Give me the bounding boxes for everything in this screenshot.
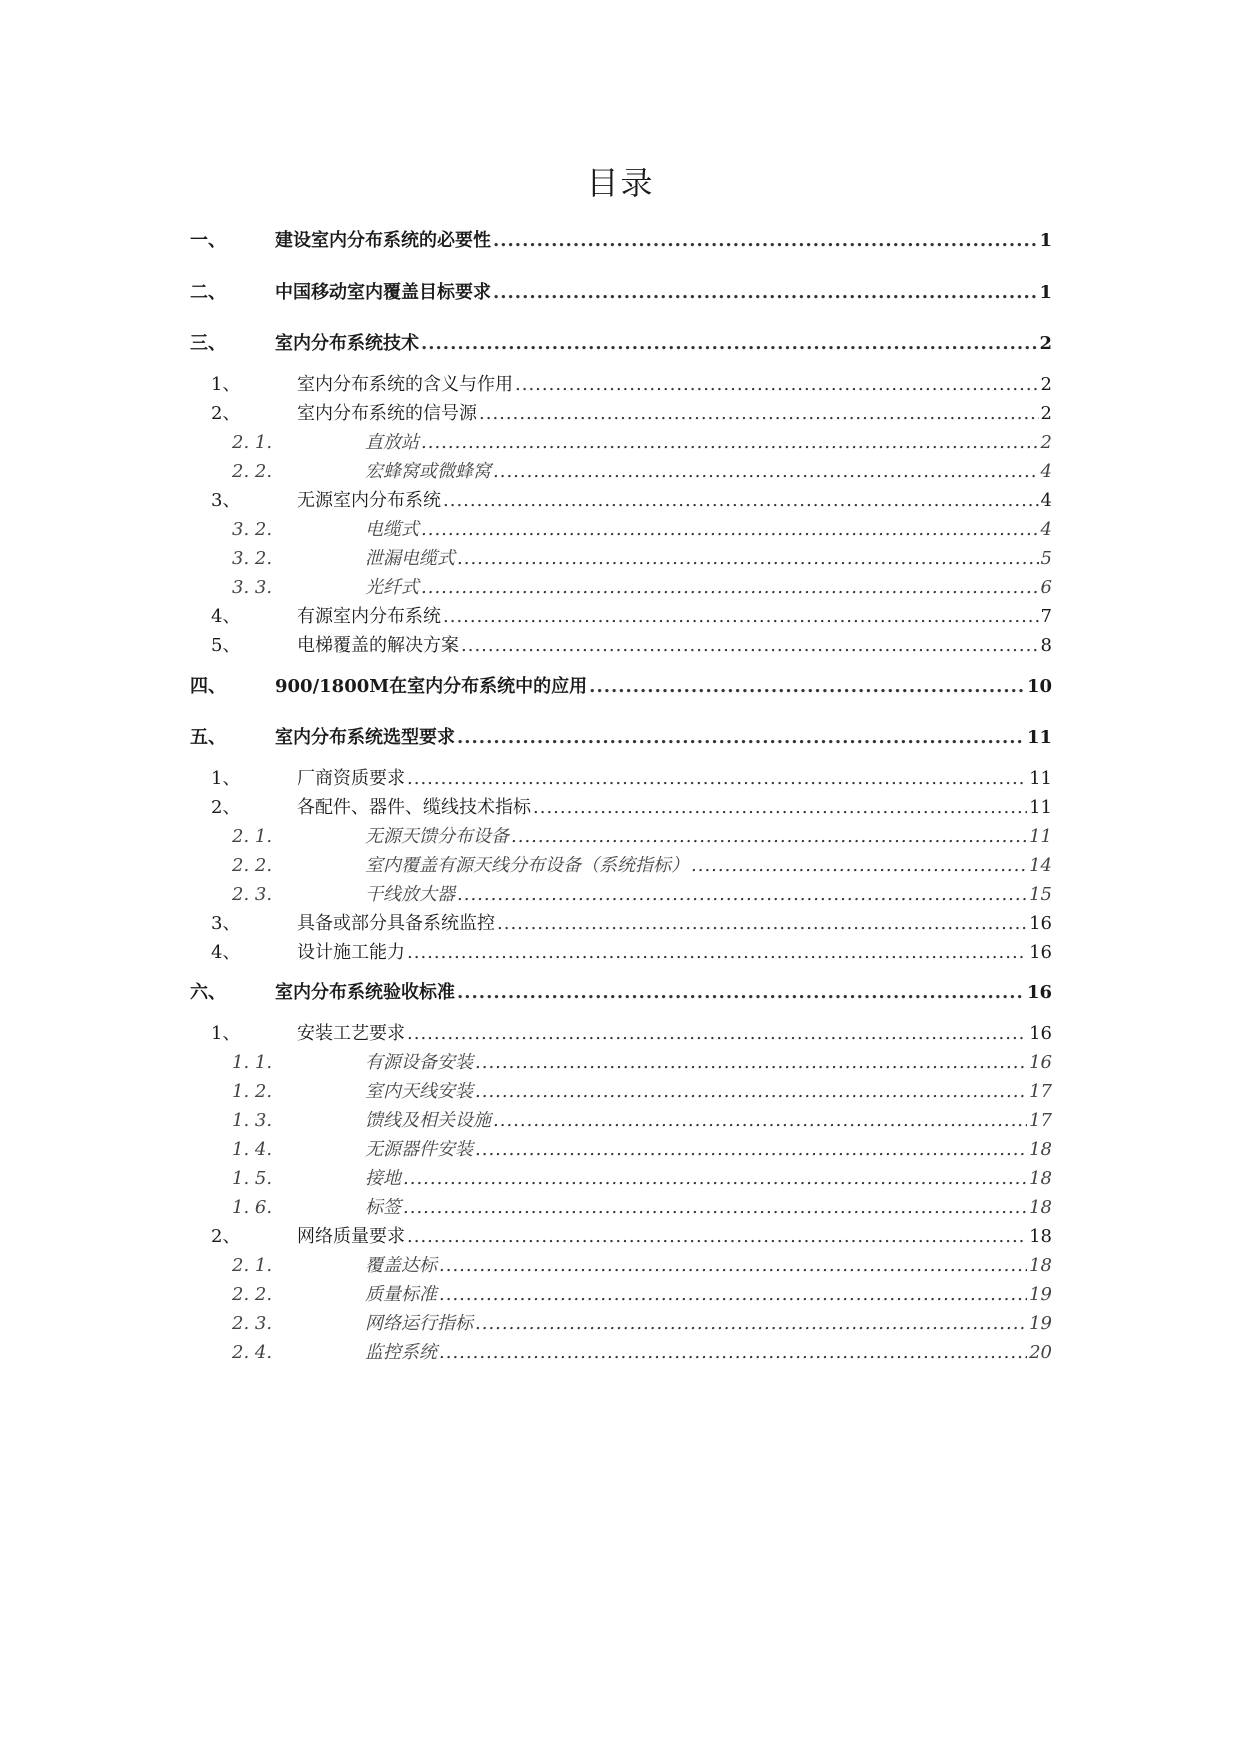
toc-entry[interactable] [0,851,1241,881]
toc-entry-title: 光纤式 [365,577,419,598]
toc-entry-link[interactable] [297,631,1052,661]
toc-entry-page-number: 5 [1040,548,1052,569]
toc-entry-page-number: 2 [1040,432,1052,453]
toc-entry-page-number: 19 [1029,1284,1052,1305]
toc-entry-link[interactable] [297,370,1052,400]
toc-entry-number: 2、 [211,1226,241,1247]
toc-entry[interactable] [0,822,1241,852]
page-title: 目录 [586,164,655,202]
toc-entry-title: 馈线及相关设施 [365,1110,491,1131]
toc-entry-title: 干线放大器 [365,884,455,905]
toc-entry-title: 厂商资质要求 [297,768,405,789]
dot-leader [407,938,1027,968]
dot-leader [421,329,1037,359]
toc-entry-number: 1. 3. [232,1110,273,1131]
toc-entry-page-number: 18 [1029,1168,1052,1189]
toc-entry-title: 室内分布系统的信号源 [297,403,477,424]
dot-leader [533,793,1027,823]
toc-entry-page-number: 14 [1029,855,1052,876]
toc-entry[interactable] [0,1338,1241,1368]
toc-entry-page-number: 2 [1040,374,1052,395]
toc-entry-title: 宏蜂窝或微蜂窝 [365,461,491,482]
toc-entry[interactable] [0,672,1241,702]
toc-entry-link[interactable] [275,278,1052,308]
toc-entry-number: 2. 1. [232,1255,273,1276]
toc-entry[interactable] [0,764,1241,794]
toc-entry-title: 网络质量要求 [297,1226,405,1247]
toc-entry-page-number: 11 [1029,797,1052,818]
toc-entry-number: 2. 3. [232,884,273,905]
toc-entry[interactable] [0,457,1241,487]
toc-entry-page-number: 8 [1040,635,1052,656]
toc-entry-link[interactable] [365,1135,1052,1165]
toc-entry-number: 1. 4. [232,1139,273,1160]
toc-entry-link[interactable] [297,793,1052,823]
dot-leader [443,486,1039,516]
toc-entry-link[interactable] [297,399,1052,429]
toc-entry-link[interactable] [297,1019,1052,1049]
dot-leader [493,1106,1027,1136]
toc-entry-number: 2. 1. [232,826,273,847]
toc-entry[interactable] [0,399,1241,429]
toc-entry[interactable] [0,1280,1241,1310]
dot-leader [511,822,1027,852]
toc-entry-page-number: 7 [1040,606,1052,627]
toc-entry-page-number: 18 [1029,1255,1052,1276]
toc-entry-number: 五、 [190,727,226,748]
toc-entry[interactable] [0,573,1241,603]
toc-entry-page-number: 16 [1029,913,1052,934]
toc-entry[interactable] [0,880,1241,910]
toc-entry-page-number: 11 [1029,768,1052,789]
toc-entry-title: 网络运行指标 [365,1313,473,1334]
toc-entry-title: 无源室内分布系统 [297,490,441,511]
toc-entry[interactable] [0,544,1241,574]
toc-entry-link[interactable] [365,851,1052,881]
toc-entry[interactable] [0,226,1241,256]
toc-entry-title: 室内覆盖有源天线分布设备（系统指标） [365,855,689,876]
toc-entry-link[interactable] [297,938,1052,968]
toc-entry[interactable] [0,278,1241,308]
toc-entry-number: 六、 [190,982,226,1003]
toc-entry[interactable] [0,602,1241,632]
toc-entry-number: 二、 [190,282,226,303]
toc-entry-number: 1. 2. [232,1081,273,1102]
toc-entry-link[interactable] [365,1193,1052,1223]
toc-entry-page-number: 2 [1040,403,1052,424]
toc-entry-link[interactable] [365,515,1052,545]
toc-entry[interactable] [0,909,1241,939]
toc-entry-link[interactable] [365,1106,1052,1136]
toc-entry-number: 一、 [190,230,226,251]
toc-entry-number: 1、 [211,374,241,395]
toc-entry[interactable] [0,1222,1241,1252]
toc-entry-link[interactable] [365,1280,1052,1310]
toc-entry-link[interactable] [275,226,1052,256]
toc-entry-title: 接地 [365,1168,401,1189]
toc-entry-title: 建设室内分布系统的必要性 [275,230,491,251]
dot-leader [457,723,1025,753]
toc-entry-number: 三、 [190,333,226,354]
toc-entry[interactable] [0,428,1241,458]
toc-entry-page-number: 4 [1040,490,1052,511]
toc-entry-number: 1. 1. [232,1052,273,1073]
toc-entry-link[interactable] [365,457,1052,487]
toc-entry-page-number: 18 [1029,1139,1052,1160]
toc-entry-link[interactable] [365,1077,1052,1107]
toc-entry-title: 无源器件安装 [365,1139,473,1160]
toc-entry-link[interactable] [297,909,1052,939]
toc-entry-link[interactable] [275,723,1052,753]
dot-leader [461,631,1039,661]
toc-entry-page-number: 4 [1040,519,1052,540]
dot-leader [493,226,1037,256]
toc-entry-number: 3、 [211,490,241,511]
toc-entry-link[interactable] [297,764,1052,794]
toc-entry[interactable] [0,1309,1241,1339]
toc-entry[interactable] [0,1077,1241,1107]
toc-entry-number: 3、 [211,913,241,934]
toc-entry-page-number: 17 [1029,1081,1052,1102]
dot-leader [403,1164,1027,1194]
toc-entry[interactable] [0,1251,1241,1281]
toc-entry[interactable] [0,1135,1241,1165]
toc-entry[interactable] [0,723,1241,753]
toc-entry-number: 3. 2. [232,519,273,540]
dot-leader [589,672,1025,702]
toc-entry[interactable] [0,1019,1241,1049]
toc-entry-title: 泄漏电缆式 [365,548,455,569]
toc-entry-title: 电缆式 [365,519,419,540]
toc-entry-title: 室内分布系统的含义与作用 [297,374,513,395]
toc-entry-link[interactable] [365,1309,1052,1339]
toc-entry-page-number: 15 [1029,884,1052,905]
toc-entry[interactable] [0,329,1241,359]
toc-entry[interactable] [0,631,1241,661]
toc-entry-number: 2、 [211,403,241,424]
toc-entry[interactable] [0,1164,1241,1194]
toc-entry-page-number: 16 [1029,942,1052,963]
dot-leader [479,399,1039,429]
toc-entry[interactable] [0,978,1241,1008]
dot-leader [475,1077,1027,1107]
toc-entry-title: 覆盖达标 [365,1255,437,1276]
dot-leader [421,515,1039,545]
dot-leader [515,370,1039,400]
toc-entry-number: 2. 2. [232,1284,273,1305]
toc-entry-title: 室内天线安装 [365,1081,473,1102]
dot-leader [493,278,1037,308]
toc-entry-link[interactable] [365,428,1052,458]
toc-entry[interactable] [0,793,1241,823]
toc-entry-number: 3. 2. [232,548,273,569]
dot-leader [407,764,1027,794]
toc-entry-link[interactable] [365,822,1052,852]
dot-leader [475,1309,1027,1339]
toc-entry-title: 设计施工能力 [297,942,405,963]
toc-entry[interactable] [0,938,1241,968]
toc-entry-number: 2. 2. [232,461,273,482]
toc-entry-link[interactable] [297,1222,1052,1252]
dot-leader [439,1280,1027,1310]
toc-entry-title: 室内分布系统选型要求 [275,727,455,748]
toc-entry-title: 具备或部分具备系统监控 [297,913,495,934]
toc-entry-page-number: 4 [1040,461,1052,482]
dot-leader [475,1135,1027,1165]
toc-entry-page-number: 1 [1039,230,1052,251]
dot-leader [439,1251,1027,1281]
toc-entry[interactable] [0,1048,1241,1078]
toc-entry-link[interactable] [365,544,1052,574]
toc-entry-number: 1. 6. [232,1197,273,1218]
toc-entry-title: 电梯覆盖的解决方案 [297,635,459,656]
dot-leader [457,978,1025,1008]
toc-entry-page-number: 2 [1039,333,1052,354]
toc-entry-number: 2. 4. [232,1342,273,1363]
toc-entry-number: 1、 [211,768,241,789]
dot-leader [691,851,1027,881]
dot-leader [407,1019,1027,1049]
dot-leader [421,428,1039,458]
toc-entry[interactable] [0,515,1241,545]
toc-entry[interactable] [0,370,1241,400]
toc-entry-title: 质量标准 [365,1284,437,1305]
toc-entry-title: 标签 [365,1197,401,1218]
toc-entry-title: 有源设备安装 [365,1052,473,1073]
dot-leader [439,1338,1027,1368]
toc-entry-number: 2. 3. [232,1313,273,1334]
toc-entry-title: 直放站 [365,432,419,453]
dot-leader [475,1048,1027,1078]
dot-leader [497,909,1027,939]
toc-entry-page-number: 11 [1026,727,1052,748]
toc-entry-title: 室内分布系统技术 [275,333,419,354]
toc-entry-number: 四、 [190,676,226,697]
toc-entry-title: 900/1800M在室内分布系统中的应用 [275,676,588,697]
toc-entry-title: 安装工艺要求 [297,1023,405,1044]
toc-entry-link[interactable] [365,1251,1052,1281]
toc-entry-number: 1. 5. [232,1168,273,1189]
toc-entry-page-number: 18 [1029,1226,1052,1247]
toc-entry-title: 有源室内分布系统 [297,606,441,627]
toc-entry-page-number: 6 [1040,577,1052,598]
toc-entry-number: 4、 [211,606,241,627]
dot-leader [403,1193,1027,1223]
toc-entry-page-number: 16 [1029,1023,1052,1044]
toc-entry[interactable] [0,1193,1241,1223]
toc-entry-link[interactable] [297,486,1052,516]
toc-entry-link[interactable] [275,672,1052,702]
toc-entry-title: 监控系统 [365,1342,437,1363]
toc-entry-page-number: 1 [1039,282,1052,303]
toc-entry-number: 2. 1. [232,432,273,453]
toc-entry-title: 中国移动室内覆盖目标要求 [275,282,491,303]
toc-entry[interactable] [0,1106,1241,1136]
dot-leader [443,602,1039,632]
toc-entry-link[interactable] [365,880,1052,910]
toc-entry-page-number: 19 [1029,1313,1052,1334]
toc-entry-number: 5、 [211,635,241,656]
toc-entry-page-number: 18 [1029,1197,1052,1218]
toc-entry-page-number: 17 [1029,1110,1052,1131]
dot-leader [421,573,1039,603]
toc-entry-page-number: 10 [1026,676,1052,697]
toc-entry-link[interactable] [365,1164,1052,1194]
toc-entry-number: 3. 3. [232,577,273,598]
toc-entry-number: 2. 2. [232,855,273,876]
dot-leader [407,1222,1027,1252]
dot-leader [457,544,1039,574]
toc-entry-link[interactable] [365,1338,1052,1368]
toc-entry-number: 1、 [211,1023,241,1044]
toc-entry-link[interactable] [297,602,1052,632]
toc-entry-number: 4、 [211,942,241,963]
toc-entry-page-number: 16 [1026,982,1052,1003]
toc-entry-page-number: 11 [1029,826,1052,847]
toc-entry-title: 室内分布系统验收标准 [275,982,455,1003]
toc-entry-page-number: 20 [1029,1342,1052,1363]
toc-entry-link[interactable] [365,573,1052,603]
dot-leader [493,457,1039,487]
toc-entry-page-number: 16 [1029,1052,1052,1073]
toc-entry-link[interactable] [275,978,1052,1008]
dot-leader [457,880,1027,910]
toc-entry-link[interactable] [365,1048,1052,1078]
toc-entry-title: 各配件、器件、缆线技术指标 [297,797,531,818]
toc-entry-number: 2、 [211,797,241,818]
toc-entry[interactable] [0,486,1241,516]
toc-entry-title: 无源天馈分布设备 [365,826,509,847]
toc-entry-link[interactable] [275,329,1052,359]
